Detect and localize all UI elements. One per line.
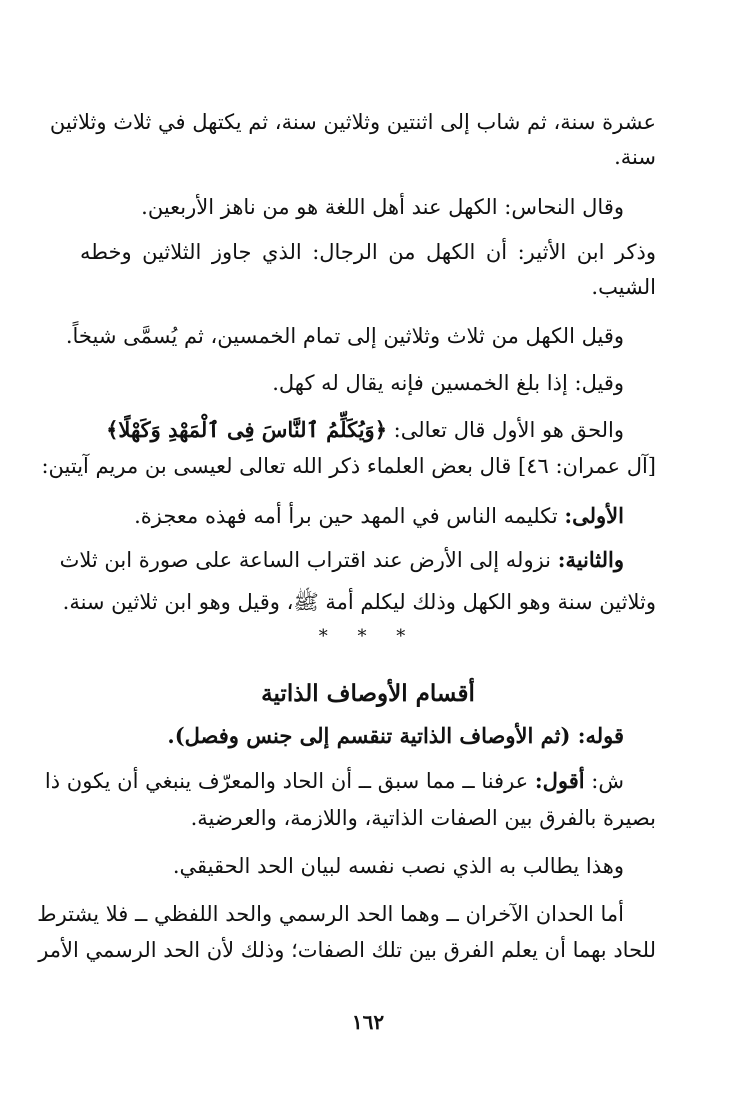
section-heading: أقسام الأوصاف الذاتية: [261, 680, 475, 707]
text-prefix: ش:: [584, 769, 624, 793]
text-line: [134, 502, 624, 530]
text-line: الشيب.: [591, 275, 656, 299]
text-line: بصيرة بالفرق بين الصفات الذاتية، واللازمة، والعرضية.: [190, 806, 656, 830]
bold-term: والثانية:: [557, 547, 624, 572]
text-line: أما الحدان الآخران ــ وهما الحد الرسمي والحد اللفظي ــ فلا يشترط: [37, 902, 624, 926]
text-line: [59, 546, 624, 574]
text-line: وقيل: إذا بلغ الخمسين فإنه يقال له كهل.: [272, 371, 624, 395]
text-line: سنة.: [614, 145, 656, 169]
page-number: ١٦٢: [351, 1010, 385, 1034]
text-line: وثلاثين سنة وهو الكهل وذلك ليكلم أمة ﷺ، وقيل وهو ابن ثلاثين سنة.: [62, 590, 656, 614]
bold-term: أقول:: [534, 768, 585, 793]
text-line: وقال النحاس: الكهل عند أهل اللغة هو من ناهز الأربعين.: [141, 195, 624, 219]
text-line: وذكر ابن الأثير: أن الكهل من الرجال: الذي جاوز الثلاثين وخطه: [80, 240, 656, 264]
text-line: وهذا يطالب به الذي نصب نفسه لبيان الحد الحقيقي.: [172, 854, 624, 878]
bold-term: الأولى:: [564, 503, 624, 528]
text-body: (ثم الأوصاف الذاتية تنقسم إلى جنس وفصل).: [167, 723, 578, 748]
text-line: وقيل الكهل من ثلاث وثلاثين إلى تمام الخمسين، ثم يُسمَّى شيخاً.: [65, 324, 624, 348]
quran-verse-line: [80, 416, 624, 444]
text-body: تكليمه الناس في المهد حين برأ أمه فهذه معجزة.: [134, 504, 565, 528]
section-separator: * * *: [318, 626, 418, 647]
text-line: للحاد بهما أن يعلم الفرق بين تلك الصفات؛ وذلك لأن الحد الرسمي الأمر: [38, 938, 656, 962]
text-line: [آل عمران: ٤٦] قال بعض العلماء ذكر الله تعالى لعيسى بن مريم آيتين:: [41, 454, 656, 478]
text-prefix: والحق هو الأول قال تعالى:: [387, 418, 624, 442]
text-line: عشرة سنة، ثم شاب إلى اثنتين وثلاثين سنة، ثم يكتهل في ثلاث وثلاثين: [49, 110, 656, 134]
text-line: [167, 722, 624, 750]
text-body: نزوله إلى الأرض عند اقتراب الساعة على صورة ابن ثلاث: [59, 548, 558, 572]
text-body: عرفنا ــ مما سبق ــ أن الحاد والمعرّف ينبغي أن يكون ذا: [44, 769, 535, 793]
bold-term: قوله:: [577, 723, 624, 748]
quran-verse: ﴿وَيُكَلِّمُ ٱلنَّاسَ فِى ٱلْمَهْدِ وَكَهْلًا﴾: [106, 417, 387, 442]
text-line: [44, 767, 624, 795]
